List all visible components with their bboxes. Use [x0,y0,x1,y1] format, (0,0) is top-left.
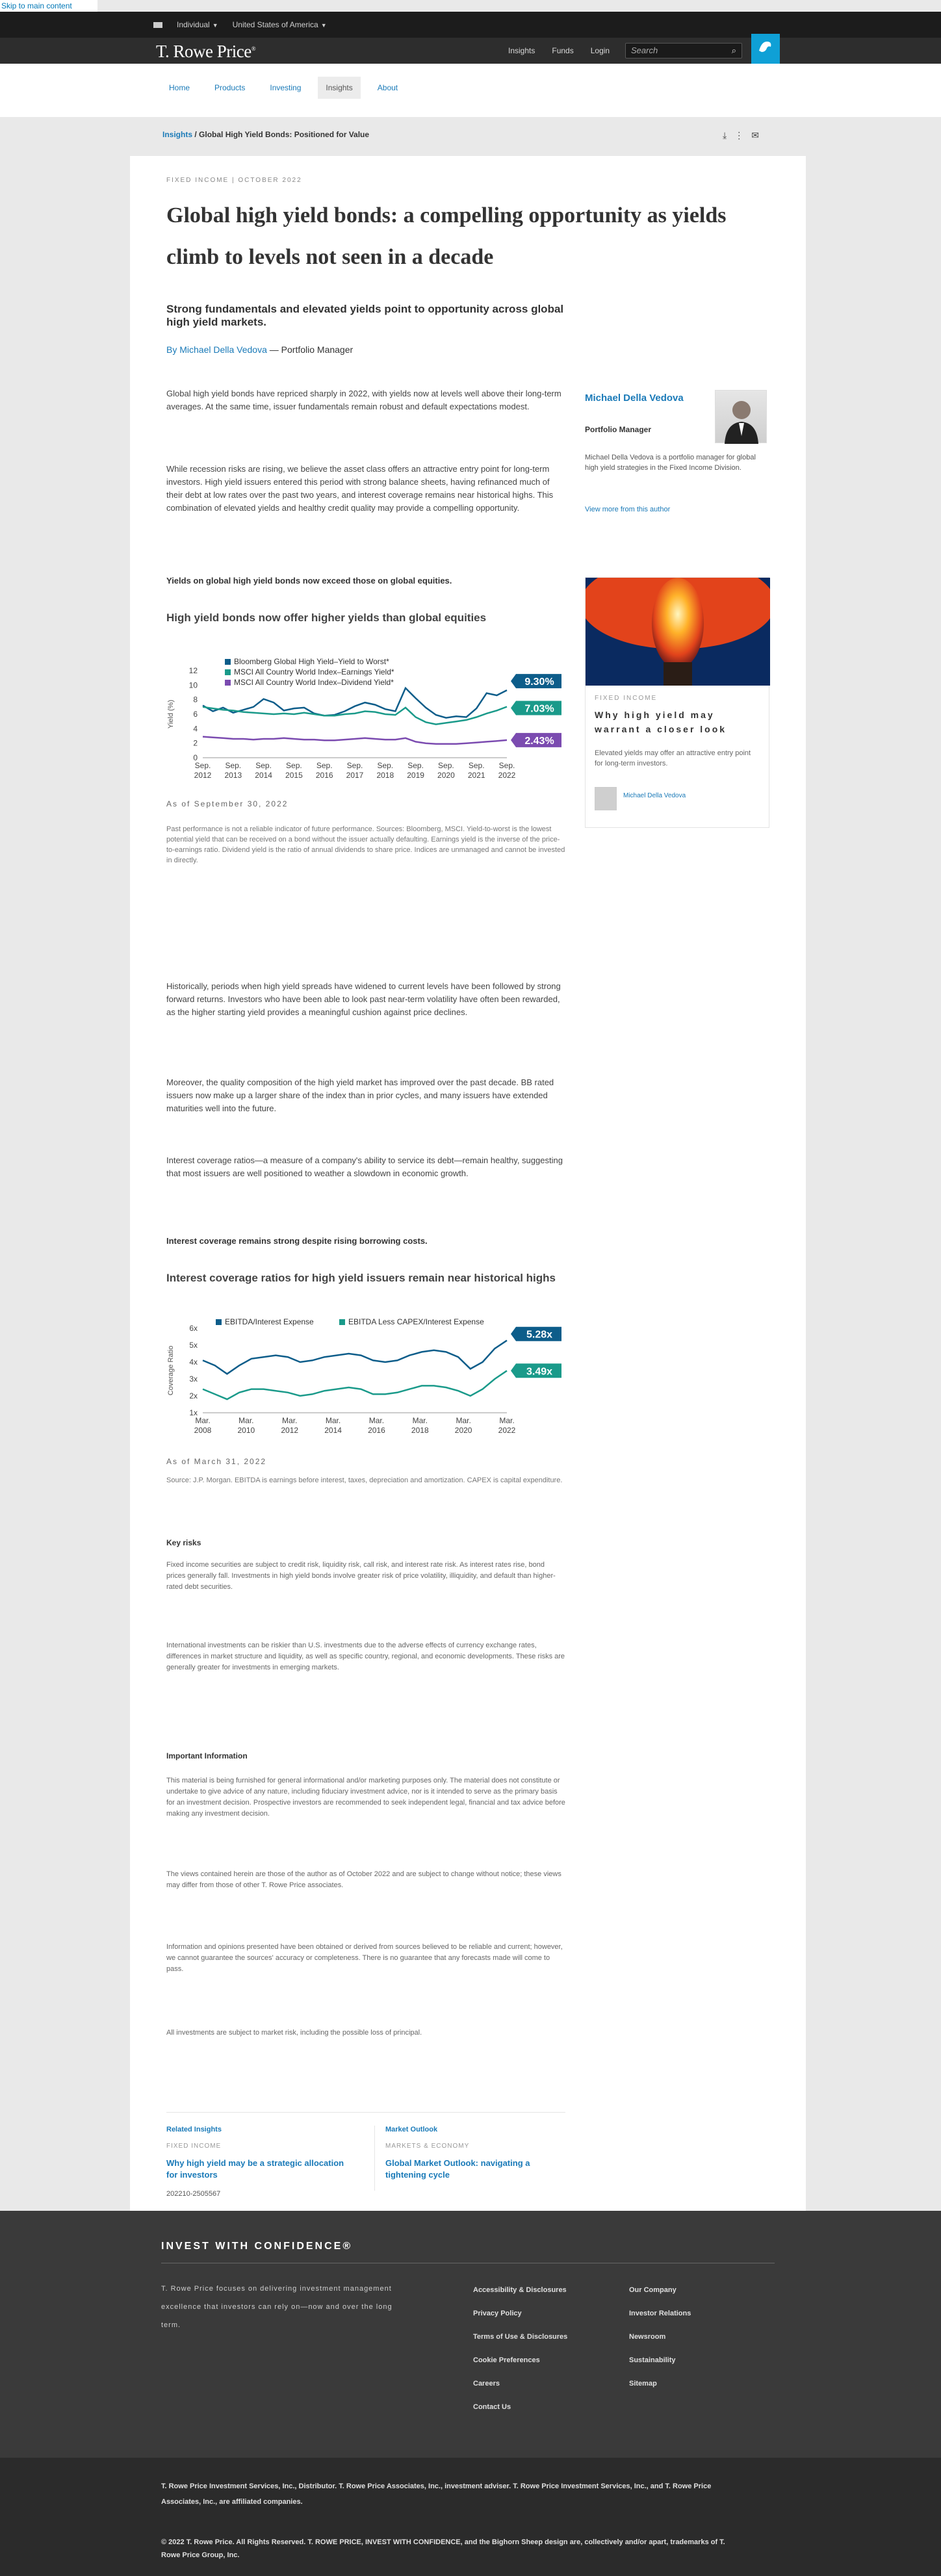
key-insight: Interest coverage remains strong despite rising borrowing costs. [166,1236,428,1246]
author-card-name[interactable]: Michael Della Vedova [585,393,684,404]
hot-air-balloon-image [586,578,770,686]
end-value-label: 5.28x [526,1329,553,1341]
key-risks-text: Fixed income securities are subject to credit risk, liquidity risk, call risk, and interest rate risk. As interest rates rise, bond prices generally fall. Investments in high yield bonds involve greater risk of price volatility, illiquidity, and default than higher-rated debt securities. [166,1561,556,1591]
y-axis-label: Yield (%) [167,699,175,729]
nav-insights[interactable]: Insights [508,46,535,55]
author-link[interactable]: By Michael Della Vedova [166,344,267,355]
figure-1-caption: As of September 30, 2022 [166,799,289,808]
related-item[interactable] [374,2126,563,2191]
x-tick-label: Mar. 2020 [454,1416,472,1435]
related-insights [166,2112,565,2190]
legend-swatch [216,1319,222,1325]
footer-links-secondary [629,2278,746,2395]
main-header [0,38,941,64]
legend-swatch [339,1319,345,1325]
promo-card[interactable] [585,577,769,828]
key-insight: Yields on global high yield bonds now exceed those on global equities. [166,576,452,586]
x-tick-label: Mar. 2022 [498,1416,516,1435]
footer-link[interactable]: Contact Us [473,2403,511,2411]
footer-link[interactable]: Newsroom [629,2333,666,2341]
region-flag-icon [153,22,162,28]
end-value-label: 9.30% [524,676,554,688]
article-subhead: Strong fundamentals and elevated yields point to opportunity across global high yield markets. [166,303,564,328]
important-info-heading: Important Information [166,1751,248,1760]
y-tick-label: 2 [193,738,198,748]
breadcrumb [0,117,941,156]
x-tick-label: Sep. 2012 [194,761,212,780]
related-tag: Related Insights [166,2126,222,2133]
figure-2-chart [166,1317,569,1443]
related-title-link[interactable]: Global Market Outlook: navigating a tightening cycle [385,2158,530,2180]
y-tick-label: 8 [193,695,198,704]
end-value-label: 7.03% [524,703,554,715]
search-input[interactable]: Search ⌕ [625,43,742,58]
x-tick-label: Mar. 2012 [281,1416,299,1435]
breadcrumb-home-link[interactable]: Insights [162,130,193,139]
y-tick-label: 6 [193,710,198,719]
figure-2-caption: As of March 31, 2022 [166,1457,267,1466]
footer-link[interactable]: Accessibility & Disclosures [473,2286,567,2294]
series-line-3 [203,737,507,744]
intro-paragraph: Global high yield bonds have repriced sharply in 2022, with yields now at levels well above their long-term averages. At the same time, issuer fundamentals remain robust and default expectations modest. [166,389,561,411]
x-tick-label: Sep. 2019 [407,761,424,780]
site-footer [0,2211,941,2458]
footer-link[interactable]: Investor Relations [629,2310,691,2317]
important-info-text: All investments are subject to market risk, including the possible loss of principal. [166,2029,422,2037]
article-container [130,156,806,2211]
avatar [595,787,617,810]
brand-logo[interactable]: T. Rowe Price® [156,42,256,61]
top-utility-bar [0,12,941,38]
email-icon[interactable]: ✉ [751,130,759,140]
page-title: Global high yield bonds: a compelling opportunity as yields climb to levels not seen in a decade [166,203,727,269]
y-tick-label: 4x [189,1358,198,1367]
related-category: FIXED INCOME [166,2143,222,2150]
legend-label: MSCI All Country World Index–Dividend Yield* [234,678,394,687]
body-paragraph: Historically, periods when high yield spreads have widened to current levels have been followed by strong forward returns. Investors who have been able to look past near-term volatility have often been rewarded, as the higher starting yield provides a meaningful cushion against price declines. [166,981,561,1017]
footer-link[interactable]: Sitemap [629,2380,657,2388]
promo-tag: FIXED INCOME [595,695,658,702]
document-id: 202210-2505567 [166,2190,221,2198]
legend-label: MSCI All Country World Index–Earnings Yield* [234,667,394,676]
search-icon[interactable]: ⌕ [731,45,736,55]
body-paragraph: While recession risks are rising, we believe the asset class offers an attractive entry point for long-term investors. High yield issuers entered this period with strong balance sheets, having refinanced much of their debt at low rates over the past two years, and interest coverage remains near historical highs. This combination of elevated yields and healthy credit quality may provide a compelling opportunity. [166,464,554,513]
footer-link[interactable]: Careers [473,2380,500,2388]
legend-label: Bloomberg Global High Yield–Yield to Worst* [234,657,389,666]
author-photo [715,390,767,443]
figure-1-title: High yield bonds now offer higher yields than global equities [166,612,487,624]
x-tick-label: Sep. 2016 [315,761,333,780]
byline [166,344,353,355]
x-tick-label: Sep. 2014 [255,761,272,780]
y-tick-label: 12 [188,666,198,675]
tab-products[interactable]: Products [214,83,246,92]
x-tick-label: Mar. 2010 [237,1416,255,1435]
footer-link[interactable]: Our Company [629,2286,677,2294]
author-card-title: Portfolio Manager [585,425,652,434]
related-title-link[interactable]: Why high yield may be a strategic allocation for investors [166,2158,344,2180]
y-tick-label: 3x [189,1374,198,1384]
y-tick-label: 4 [193,724,198,734]
y-tick-label: 10 [188,680,198,690]
figure-2-notes: Source: J.P. Morgan. EBITDA is earnings before interest, taxes, depreciation and amortization. CAPEX is capital expenditure. [166,1476,563,1484]
figure-1-chart [166,656,569,790]
article-eyebrow: FIXED INCOME | OCTOBER 2022 [166,177,302,184]
x-tick-label: Mar. 2008 [194,1416,212,1435]
y-tick-label: 0 [193,753,198,762]
x-tick-label: Mar. 2016 [368,1416,385,1435]
y-tick-label: 5x [189,1341,198,1350]
legend-swatch [225,669,231,675]
figure-1-notes: Past performance is not a reliable indicator of future performance. Sources: Bloomberg, MSCI. Yield-to-worst is the lowest potential yield that can be received on a bond without the issuer actually defaulting. Earnings yield is the inverse of the price-to-earnings ratio. Dividend yield is the ratio of annual dividends to share price. Indices are unmanaged and cannot be invested in directly. [166,825,565,864]
series-line-2 [203,707,507,725]
key-risks-text: International investments can be riskier than U.S. investments due to the adverse effects of currency exchange rates, differences in market structure and liquidity, as well as specific country, regional, and economic developments. These risks are generally greater for investments in emerging markets. [166,1642,565,1671]
bighorn-sheep-logo-icon[interactable] [751,34,780,64]
promo-author[interactable]: Michael Della Vedova [623,792,686,799]
x-tick-label: Sep. 2018 [376,761,394,780]
breadcrumb-current: Global High Yield Bonds: Positioned for Value [199,130,370,139]
x-tick-label: Mar. 2018 [411,1416,429,1435]
x-tick-label: Sep. 2020 [437,761,455,780]
nav-funds[interactable]: Funds [552,46,574,55]
related-tag: Market Outlook [385,2126,438,2133]
download-icon[interactable]: ⤓ [723,130,727,140]
x-tick-label: Mar. 2014 [324,1416,342,1435]
x-tick-label: Sep. 2017 [346,761,364,780]
footer-links-primary [473,2278,603,2419]
important-info-text: The views contained herein are those of the author as of October 2022 and are subject to change without notice; these views may differ from those of other T. Rowe Price associates. [166,1870,561,1889]
x-tick-label: Sep. 2015 [285,761,303,780]
share-icon[interactable]: ⋮ [734,130,744,140]
legend-label: EBITDA/Interest Expense [225,1317,314,1326]
x-tick-label: Sep. 2013 [224,761,242,780]
audience-selector[interactable]: Individual ▼ [177,20,218,29]
skip-to-content-link[interactable]: Skip to main content [0,0,97,12]
footer-intro: T. Rowe Price focuses on delivering investment management excellence that investors can rely on—now and over the long term. [161,2285,393,2329]
copyright-text: © 2022 T. Rowe Price. All Rights Reserved. T. ROWE PRICE, INVEST WITH CONFIDENCE, and the Bighorn Sheep design are, collectively and/or apart, trademarks of T. Rowe Price Group, Inc. [161,2538,725,2559]
tab-insights[interactable]: Insights [318,77,360,99]
section-navigation [0,64,941,117]
y-tick-label: 6x [189,1324,198,1333]
body-paragraph: Moreover, the quality composition of the high yield market has improved over the past decade. BB rated issuers now make up a larger share of the index than in prior cycles, and many issuers have extended maturities well into the future. [166,1077,554,1113]
figure-2-title: Interest coverage ratios for high yield issuers remain near historical highs [166,1272,556,1284]
related-item[interactable] [166,2126,355,2181]
footer-link[interactable]: Privacy Policy [473,2310,522,2317]
series-line-1 [203,1341,507,1374]
breadcrumb-separator: / [194,130,200,139]
nav-login[interactable]: Login [590,46,610,55]
footer-link[interactable]: Sustainability [629,2356,676,2364]
footer-tagline: INVEST WITH CONFIDENCE® [161,2241,353,2252]
x-tick-label: Sep. 2022 [498,761,516,780]
tab-investing[interactable]: Investing [270,83,302,92]
x-tick-label: Sep. 2021 [467,761,485,780]
tab-home[interactable]: Home [169,83,190,92]
y-axis-label: Coverage Ratio [167,1345,175,1396]
promo-title[interactable]: Why high yield may warrant a closer look [595,710,727,734]
y-tick-label: 1x [189,1408,198,1417]
body-paragraph: Interest coverage ratios—a measure of a company's ability to service its debt—remain healthy, suggesting that most issuers are well positioned to weather a slowdown in economic growth. [166,1155,563,1178]
legend-swatch [225,680,231,686]
footer-link[interactable]: Cookie Preferences [473,2356,540,2364]
legal-text: T. Rowe Price Investment Services, Inc., Distributor. T. Rowe Price Associates, Inc., investment adviser. T. Rowe Price Investment Services, Inc., and T. Rowe Price Associates, Inc., are affiliated companies. [161,2482,712,2506]
end-value-label: 3.49x [526,1366,553,1378]
legend-swatch [225,659,231,665]
tab-about[interactable]: About [377,83,398,92]
important-info-text: Information and opinions presented have been obtained or derived from sources believed to be reliable and current; however, we cannot guarantee the sources' accuracy or completeness. There is no guarantee that any forecasts made will come to pass. [166,1943,563,1973]
end-value-label: 2.43% [524,735,554,747]
y-tick-label: 2x [189,1391,198,1400]
legend-label: EBITDA Less CAPEX/Interest Expense [348,1317,484,1326]
promo-description: Elevated yields may offer an attractive entry point for long-term investors. [595,749,751,767]
key-risks-heading: Key risks [166,1538,201,1547]
country-selector[interactable]: United States of America ▼ [232,20,327,29]
author-role: — Portfolio Manager [269,344,354,355]
author-card-bio: Michael Della Vedova is a portfolio manager for global high yield strategies in the Fixed Income Division. [585,454,756,472]
series-line-2 [203,1371,507,1399]
author-card-link[interactable]: View more from this author [585,506,671,513]
author-card [585,390,769,539]
footer-link[interactable]: Terms of Use & Disclosures [473,2333,568,2341]
related-category: MARKETS & ECONOMY [385,2143,470,2150]
legal-disclosures [0,2458,941,2576]
important-info-text: This material is being furnished for general informational and/or marketing purposes only. The material does not constitute or undertake to give advice of any nature, including fiduciary investment advice, nor is it intended to serve as the primary basis for an investment decision. Prospective investors are recommended to seek independent legal, financial and tax advice before making any investment decision. [166,1777,565,1818]
